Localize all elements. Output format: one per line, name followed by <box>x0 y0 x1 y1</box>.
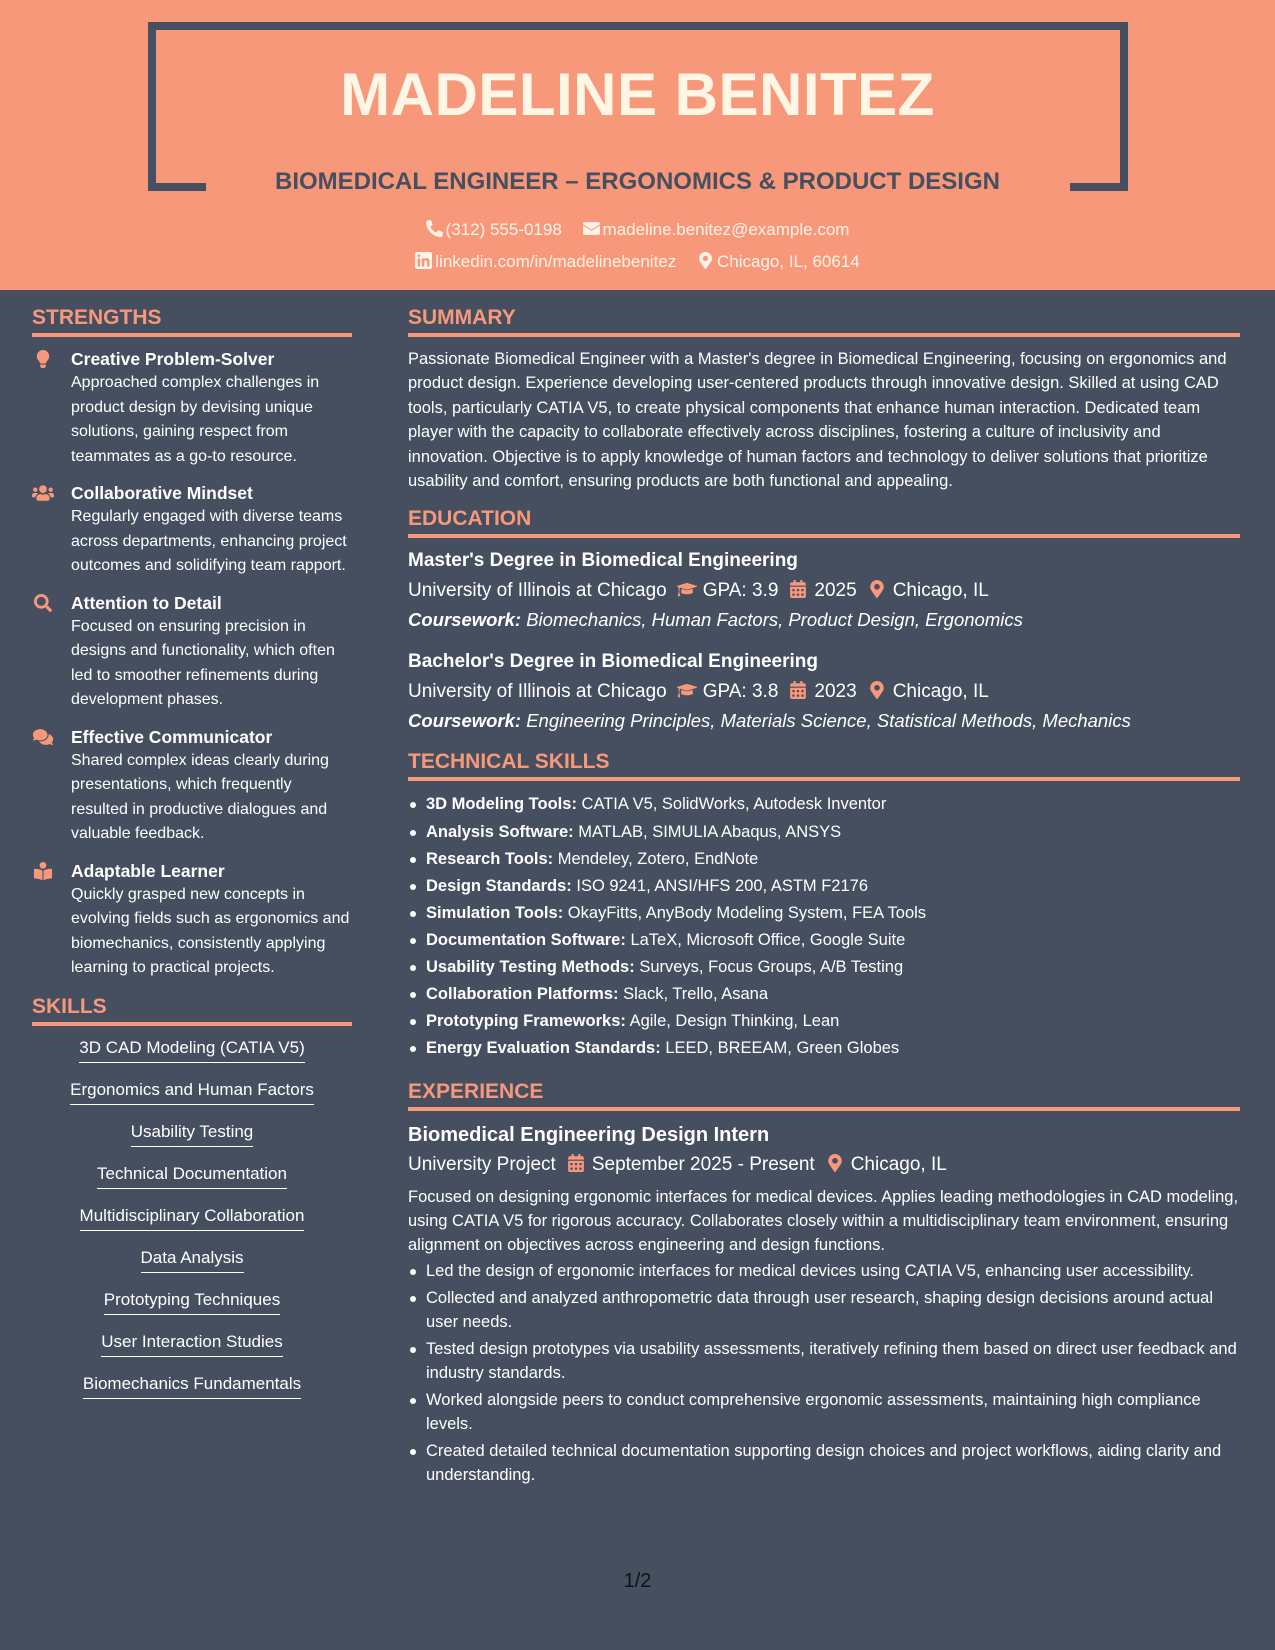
technical-skill-item <box>408 954 1240 981</box>
technical-skill-label: Prototyping Frameworks: <box>426 1012 626 1031</box>
technical-skill-label: Energy Evaluation Standards: <box>426 1039 661 1058</box>
school-name: University of Illinois at Chicago <box>408 681 667 703</box>
education-heading: EDUCATION <box>408 507 1240 538</box>
graduation-year: 2025 <box>814 580 857 602</box>
gpa-text: GPA: 3.8 <box>702 681 779 703</box>
education-meta <box>408 678 1240 706</box>
skill-item <box>32 1162 352 1189</box>
skill-item <box>32 1078 352 1105</box>
technical-skill-label: Collaboration Platforms: <box>426 985 619 1004</box>
technical-skill-value: ISO 9241, ANSI/HFS 200, ASTM F2176 <box>576 876 869 895</box>
technical-skill-label: Research Tools: <box>426 849 554 868</box>
linkedin-text: linkedin.com/in/madelinebenitez <box>435 252 677 271</box>
skill-item <box>32 1036 352 1063</box>
strengths-list <box>32 347 352 981</box>
degree-name: Master's Degree in Biomedical Engineering <box>408 550 798 572</box>
strengths-heading: STRENGTHS <box>32 306 352 337</box>
technical-skills-heading: TECHNICAL SKILLS <box>408 750 1240 781</box>
location-item <box>697 252 860 272</box>
header-banner <box>0 0 1275 290</box>
linkedin-icon <box>415 252 432 269</box>
technical-skill-value: LEED, BREEAM, Green Globes <box>665 1039 900 1058</box>
linkedin-item[interactable] <box>415 252 676 272</box>
technical-skill-item <box>408 873 1240 900</box>
coursework-text: Engineering Principles, Materials Science, Statistical Methods, Mechanics <box>526 710 1131 732</box>
technical-skill-item <box>408 846 1240 873</box>
coursework <box>408 706 1240 736</box>
skills-heading: SKILLS <box>32 995 352 1026</box>
graduation-cap-icon <box>677 681 697 699</box>
skill-item <box>32 1330 352 1357</box>
summary-heading: SUMMARY <box>408 306 1240 337</box>
skill-label: User Interaction Studies <box>101 1330 282 1357</box>
lightbulb-icon <box>32 350 54 368</box>
technical-skill-value: Surveys, Focus Groups, A/B Testing <box>639 958 904 976</box>
left-column <box>32 306 352 1414</box>
comments-icon <box>32 728 54 746</box>
calendar-icon <box>788 580 808 598</box>
job-bullet: Tested design prototypes via usability assessments, iteratively refining them based on direct user feedback and industry standards. <box>408 1337 1240 1385</box>
graduation-cap-icon <box>677 580 697 598</box>
envelope-icon <box>583 220 600 237</box>
skill-label: Biomechanics Fundamentals <box>83 1372 301 1399</box>
candidate-title-text: BIOMEDICAL ENGINEER – ERGONOMICS & PRODUCT DESIGN <box>265 168 1010 195</box>
technical-skill-item <box>408 1008 1240 1035</box>
users-icon <box>32 484 54 502</box>
job-bullets <box>408 1259 1240 1487</box>
skill-label: Usability Testing <box>131 1120 254 1147</box>
technical-skill-item <box>408 819 1240 846</box>
map-marker-icon <box>825 1154 845 1172</box>
strength-desc: Quickly grasped new concepts in evolving fields such as ergonomics and biomechanics, consistently applying learning to practical projects. <box>71 885 350 976</box>
strength-name: Adaptable Learner <box>71 860 225 881</box>
job-dates: September 2025 - Present <box>591 1154 815 1176</box>
strength-item <box>32 859 352 981</box>
technical-skill-label: Documentation Software: <box>426 930 626 949</box>
strength-desc: Focused on ensuring precision in designs and functionality, which often led to smoother refinements during development phases. <box>71 617 335 708</box>
skill-item <box>32 1246 352 1273</box>
technical-skill-label: 3D Modeling Tools: <box>426 795 577 814</box>
technical-skill-value: MATLAB, SIMULIA Abaqus, ANSYS <box>578 822 842 841</box>
graduation-year: 2023 <box>814 681 857 703</box>
strength-desc: Shared complex ideas clearly during presentations, which frequently resulted in productive dialogues and valuable feedback. <box>71 751 329 842</box>
job-location: Chicago, IL <box>850 1154 947 1176</box>
education-location: Chicago, IL <box>892 580 989 602</box>
job-title: Biomedical Engineering Design Intern <box>408 1124 770 1147</box>
strength-name: Effective Communicator <box>71 726 273 747</box>
technical-skill-item <box>408 900 1240 927</box>
map-marker-icon <box>867 580 887 598</box>
skills-list <box>32 1036 352 1399</box>
coursework <box>408 605 1240 635</box>
technical-skill-item <box>408 981 1240 1008</box>
education-item <box>408 548 1240 635</box>
technical-skill-item <box>408 927 1240 954</box>
technical-skill-item <box>408 791 1240 818</box>
school-name: University of Illinois at Chicago <box>408 580 667 602</box>
skill-item <box>32 1120 352 1147</box>
strength-desc: Approached complex challenges in product design by devising unique solutions, gaining respect from teammates as a go-to resource. <box>71 374 320 465</box>
technical-skill-value: CATIA V5, SolidWorks, Autodesk Inventor <box>581 795 887 814</box>
candidate-name: MADELINE BENITEZ <box>340 61 935 128</box>
strength-name: Collaborative Mindset <box>71 483 253 503</box>
experience-heading: EXPERIENCE <box>408 1080 1240 1111</box>
phone-icon <box>426 220 443 237</box>
summary-text: Passionate Biomedical Engineer with a Master's degree in Biomedical Engineering, focusing on ergonomics and product design. Experience developing user-centered products through innovative design. Skilled at using CAD tools, particularly CATIA V5, to create physical components that enhance human interaction. Dedicated team player with the capacity to collaborate effectively across disciplines, fostering a culture of inclusivity and innovation. Objective is to apply knowledge of human factors and technology to deliver solutions that prioritize usability and comfort, ensuring products are both functional and appealing. <box>408 350 1227 491</box>
coursework-label: Coursework: <box>408 609 522 631</box>
strength-desc: Regularly engaged with diverse teams across departments, enhancing project outcomes and solidifying team rapport. <box>71 508 347 574</box>
technical-skill-value: OkayFitts, AnyBody Modeling System, FEA Tools <box>567 903 927 922</box>
job-meta <box>408 1149 1240 1181</box>
gpa-text: GPA: 3.9 <box>702 580 779 602</box>
skill-label: Ergonomics and Human Factors <box>70 1078 314 1105</box>
technical-skill-label: Usability Testing Methods: <box>426 958 635 976</box>
technical-skill-label: Analysis Software: <box>426 822 574 841</box>
calendar-icon <box>566 1154 586 1172</box>
email-text: madeline.benitez@example.com <box>602 220 850 239</box>
job-organization: University Project <box>408 1154 556 1176</box>
coursework-text: Biomechanics, Human Factors, Product Design, Ergonomics <box>526 609 1023 631</box>
job-description: Focused on designing ergonomic interfaces for medical devices. Applies leading methodologies in CAD modeling, using CATIA V5 for rigorous accuracy. Collaborates closely within a multidisciplinary team environment, ensuring alignment on objectives across engineering and design functions. <box>408 1188 1239 1255</box>
skill-label: 3D CAD Modeling (CATIA V5) <box>79 1036 304 1063</box>
skill-item <box>32 1372 352 1399</box>
right-column <box>408 306 1240 1490</box>
technical-skill-value: Agile, Design Thinking, Lean <box>629 1012 840 1031</box>
education-location: Chicago, IL <box>892 681 989 703</box>
candidate-title <box>0 168 1275 196</box>
job-bullet: Created detailed technical documentation supporting design choices and project workflows, aiding clarity and understanding. <box>408 1439 1240 1487</box>
map-marker-icon <box>867 681 887 699</box>
map-marker-icon <box>697 252 714 269</box>
education-item <box>408 649 1240 736</box>
strength-item <box>32 481 352 579</box>
book-reader-icon <box>32 862 54 880</box>
technical-skill-label: Simulation Tools: <box>426 903 564 922</box>
coursework-label: Coursework: <box>408 710 522 732</box>
strength-item <box>32 347 352 469</box>
skill-label: Technical Documentation <box>97 1162 287 1189</box>
skill-label: Multidisciplinary Collaboration <box>80 1204 305 1231</box>
email-item[interactable] <box>583 220 850 240</box>
phone-item[interactable] <box>426 220 562 240</box>
technical-skill-label: Design Standards: <box>426 876 572 895</box>
skill-item <box>32 1288 352 1315</box>
strength-item <box>32 725 352 847</box>
skill-label: Data Analysis <box>141 1246 244 1273</box>
technical-skill-item <box>408 1035 1240 1062</box>
strength-name: Attention to Detail <box>71 592 222 613</box>
phone-text: (312) 555-0198 <box>445 220 562 239</box>
strength-item <box>32 591 352 713</box>
technical-skill-value: Mendeley, Zotero, EndNote <box>557 849 759 868</box>
degree-name: Bachelor's Degree in Biomedical Engineering <box>408 651 818 673</box>
technical-skills-list <box>408 791 1240 1062</box>
contact-line-1 <box>0 220 1275 240</box>
education-meta <box>408 577 1240 605</box>
technical-skill-value: Slack, Trello, Asana <box>623 985 769 1004</box>
location-text: Chicago, IL, 60614 <box>717 252 860 271</box>
job-bullet: Led the design of ergonomic interfaces for medical devices using CATIA V5, enhancing user accessibility. <box>408 1259 1240 1283</box>
skill-label: Prototyping Techniques <box>104 1288 280 1315</box>
job-bullet: Worked alongside peers to conduct comprehensive ergonomic assessments, maintaining high compliance levels. <box>408 1388 1240 1436</box>
calendar-icon <box>788 681 808 699</box>
page-number: 1/2 <box>623 1570 652 1592</box>
skill-item <box>32 1204 352 1231</box>
search-icon <box>32 594 54 612</box>
strength-name: Creative Problem-Solver <box>71 349 275 369</box>
job-bullet: Collected and analyzed anthropometric data through user research, shaping design decisions around actual user needs. <box>408 1286 1240 1334</box>
contact-line-2 <box>0 252 1275 272</box>
technical-skill-value: LaTeX, Microsoft Office, Google Suite <box>630 930 906 949</box>
